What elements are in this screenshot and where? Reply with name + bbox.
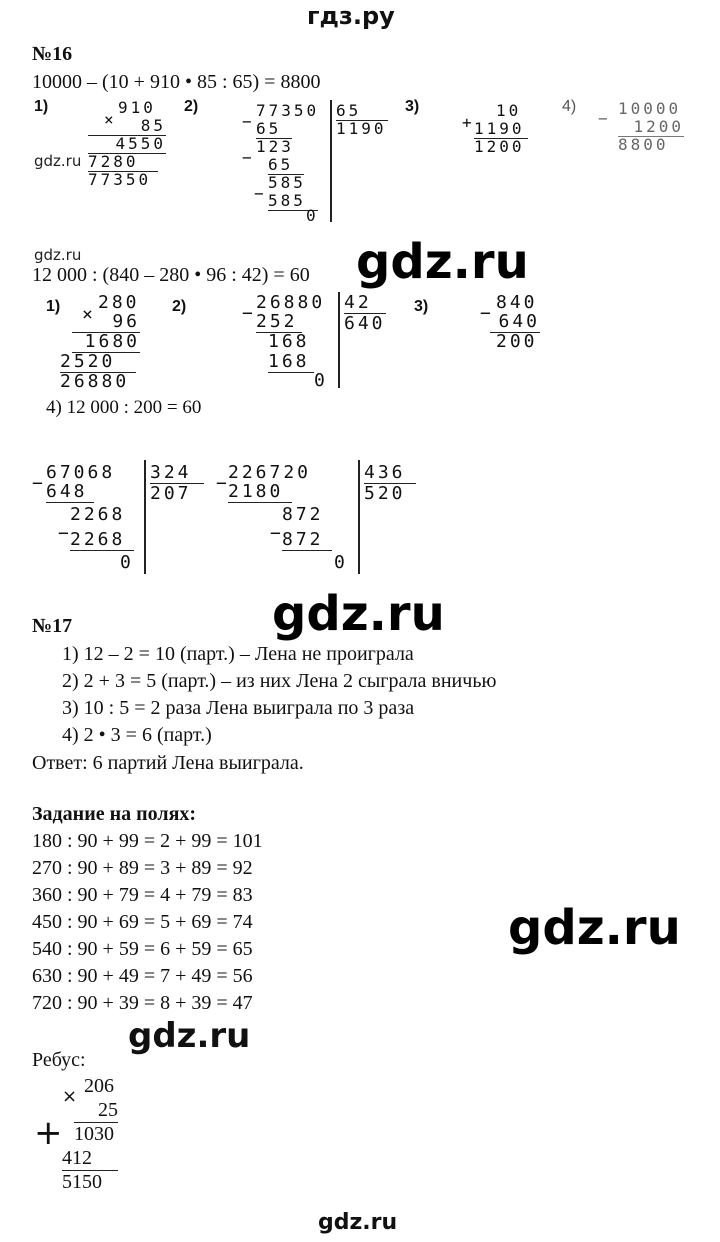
minus-sign: − [242,148,255,167]
plus-sign: + [462,113,475,132]
difference: 8800 [618,135,669,154]
task16-expression-1: 10000 – (10 + 910 • 85 : 65) = 8800 [32,71,321,93]
watermark-large: gdz.ru [356,234,529,290]
sum: 1200 [474,137,525,156]
remainder-zero: 0 [334,552,348,573]
dividend: 226720 [228,462,312,483]
remainder-zero: 0 [120,552,134,573]
operand: 840 [496,292,538,313]
divisor: 324 [150,462,204,484]
margin-task-line: 360 : 90 + 79 = 4 + 79 = 83 [32,884,253,906]
operand: 10000 [618,99,682,118]
partial-product: 1030 [74,1123,114,1145]
partial-product: 4550 [88,134,166,154]
minus-sign: − [242,112,255,131]
quotient: 640 [344,313,386,334]
subtrahend: 585 [268,191,318,211]
minus-sign: − [32,473,46,494]
product: 5150 [62,1171,102,1193]
remainder: 2268 [70,504,126,525]
task17-answer: Ответ: 6 партий Лена выиграла. [32,752,304,774]
minus-sign: − [216,473,230,494]
sign: × [82,304,96,325]
site-footer: gdz.ru [318,1210,398,1235]
margin-task-line: 180 : 90 + 99 = 2 + 99 = 101 [32,830,263,852]
rebus-title: Ребус: [32,1049,86,1071]
remainder-zero: 0 [314,370,328,391]
margin-task-line: 450 : 90 + 69 = 5 + 69 = 74 [32,911,253,933]
minus-sign: − [480,303,494,324]
watermark-large: gdz.ru [508,900,681,956]
minus-sign: − [270,523,284,544]
subtrahend: 252 [256,311,302,333]
divisor: 436 [364,462,416,484]
step-label: 2) [184,98,199,115]
step-label: 4) [562,98,577,115]
task17-step: 4) 2 • 3 = 6 (парт.) [62,724,212,746]
task17-step: 3) 10 : 5 = 2 раза Лена выиграла по 3 раза [62,697,415,719]
step-label: 1) [34,98,49,115]
minus-sign: − [254,184,267,203]
site-header: гдз.ру [307,2,395,30]
subtrahend: 168 [268,351,314,373]
remainder: 585 [268,173,306,192]
task16-title: №16 [32,43,73,65]
product: 77350 [88,170,152,189]
partial-product: 1680 [72,331,140,353]
watermark-large: gdz.ru [272,586,445,642]
operand: 206 [84,1075,114,1097]
operand: 910 [118,98,156,117]
minus-sign: − [598,109,611,128]
remainder: 168 [268,331,310,352]
watermark-small: gdz.ru [34,152,82,170]
margin-task-title: Задание на полях: [32,803,197,825]
operand: 280 [98,292,140,313]
operand: 85 [88,116,166,136]
quotient: 520 [364,483,406,504]
quotient: 207 [150,483,192,504]
subtrahend: 872 [282,529,332,551]
subtrahend: 65 [256,119,292,139]
plus-sign: + [34,1113,63,1153]
product: 26880 [60,371,130,392]
remainder: 123 [256,137,294,156]
operand: 10 [496,101,522,120]
step-label: 3) [414,298,429,315]
operand: 1190 [474,119,528,139]
partial-product: 7280 [88,152,158,172]
quotient: 1190 [336,119,387,138]
subtrahend: 648 [46,481,94,503]
margin-task-line: 630 : 90 + 49 = 7 + 49 = 56 [32,965,253,987]
dividend: 26880 [256,292,326,313]
step-label: 1) [46,298,61,315]
minus-sign: − [58,523,72,544]
difference: 200 [496,331,538,352]
partial-product: 412 [62,1146,118,1171]
watermark-medium: gdz.ru [128,1016,251,1056]
sign: × [104,110,117,129]
partial-product: 2520 [60,351,136,373]
task16-expression-2: 12 000 : (840 – 280 • 96 : 42) = 60 [32,264,310,286]
remainder: 872 [282,504,324,525]
operand: 96 [72,311,140,333]
remainder-zero: 0 [306,206,319,225]
multiply-sign: × [62,1086,78,1107]
divisor: 42 [344,292,386,314]
subtrahend: 2180 [228,481,292,503]
subtrahend: 2268 [70,529,134,551]
step-label: 2) [172,298,187,315]
divisor: 65 [336,101,388,121]
subtrahend: 65 [268,155,304,175]
task17-title: №17 [32,615,73,637]
dividend: 67068 [46,462,116,483]
minus-sign: − [242,303,256,324]
margin-task-line: 720 : 90 + 39 = 8 + 39 = 47 [32,992,253,1014]
margin-task-line: 540 : 90 + 59 = 6 + 59 = 65 [32,938,253,960]
margin-task-line: 270 : 90 + 89 = 3 + 89 = 92 [32,857,253,879]
task17-step: 2) 2 + 3 = 5 (парт.) – из них Лена 2 сыграла вничью [62,670,497,692]
task17-step: 1) 12 – 2 = 10 (парт.) – Лена не проиграла [62,643,414,665]
operand: 1200 [618,117,684,137]
operand: 640 [490,311,540,333]
step-4: 4) 12 000 : 200 = 60 [46,397,202,418]
step-label: 3) [405,98,420,115]
watermark-small: gdz.ru [34,246,82,264]
dividend: 77350 [256,101,320,120]
operand: 25 [74,1098,118,1123]
